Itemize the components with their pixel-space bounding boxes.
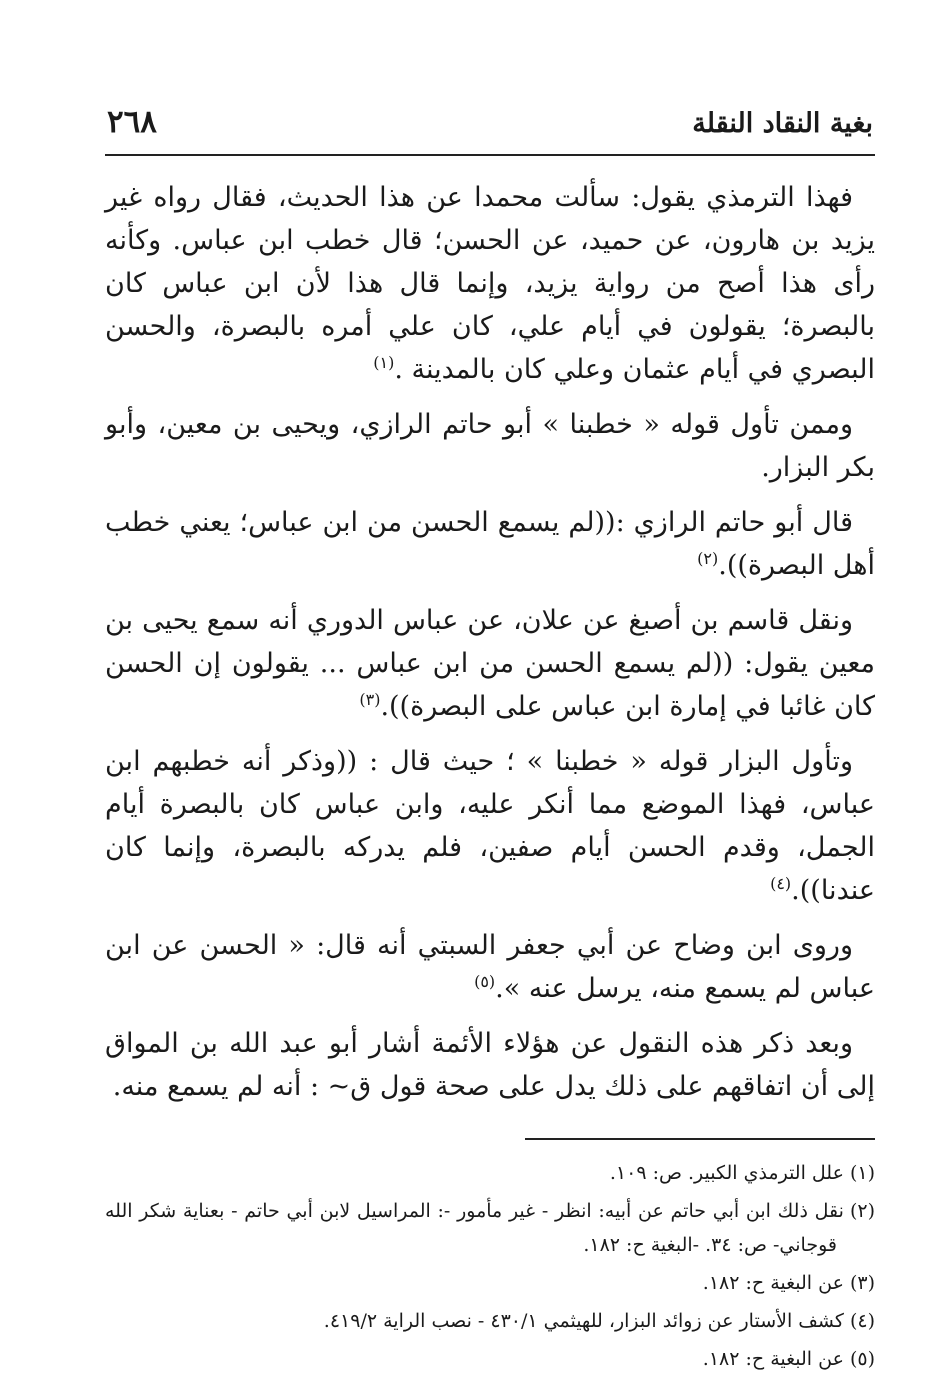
paragraph: فهذا الترمذي يقول: سألت محمدا عن هذا الحديث، فقال رواه غير يزيد بن هارون، عن حميد، عن الحسن؛ قال خطب ابن عباس. وكأنه رأى هذا أصح من رواية يزيد، وإنما قال هذا لأن ابن عباس كان بالبصرة؛ يقولون في أيام علي، كان علي أمره بالبصرة، والحسن البصري في أيام عثمان وعلي كان بالمدينة .$^{(١)}$ — [105, 182, 875, 385]
footnote: (٢)نقل ذلك ابن أبي حاتم عن أبيه: انظر - غير مأمور -: المراسيل لابن أبي حاتم - بعناية شكر الله قوجاني- ص: ٣٤. -البغية ح: ١٨٢. — [105, 1200, 875, 1256]
footnotes — [105, 1156, 875, 1376]
paragraph: وممن تأول قوله « خطبنا » أبو حاتم الرازي، ويحيى بن معين، وأبو بكر البزار. — [105, 409, 875, 483]
footnote-ref: (٥) — [474, 972, 496, 991]
footnote-ref: (٢) — [697, 549, 719, 568]
footnote: (٤)كشف الأستار عن زوائد البزار، للهيثمي ٤٣٠/١ - نصب الراية ٤١٩/٢. — [323, 1310, 875, 1332]
footnote-number: (٤) — [849, 1310, 875, 1332]
running-header — [105, 100, 875, 144]
footnote: (٣)عن البغية ح: ١٨٢. — [702, 1272, 875, 1294]
header-rule — [105, 154, 875, 156]
paragraph: وتأول البزار قوله « خطبنا » ؛ حيث قال : ((وذكر أنه خطبهم ابن عباس، فهذا الموضع مما أنكر عليه، وابن عباس كان بالبصرة أيام الجمل، وقدم الحسن أيام صفين، فلم يدركه بالبصرة، وإنما كان عندنا)).$^{(٤)}$ — [105, 746, 875, 906]
footnote: (٥)عن البغية ح: ١٨٢. — [702, 1348, 875, 1370]
paragraph: قال أبو حاتم الرازي :((لم يسمع الحسن من ابن عباس؛ يعني خطب أهل البصرة)).$^{(٢)}$ — [105, 507, 875, 581]
footnote-number: (١) — [849, 1162, 875, 1184]
book-title: بغية النقاد النقلة — [692, 108, 873, 139]
book-page — [105, 100, 875, 1380]
footnote-number: (٢) — [849, 1200, 875, 1222]
footnote-rule — [525, 1138, 875, 1140]
paragraph: ونقل قاسم بن أصبغ عن علان، عن عباس الدوري أنه سمع يحيى بن معين يقول: ((لم يسمع الحسن من ابن عباس ... يقولون إن الحسن كان غائبا في إمارة ابن عباس على البصرة)).$^{(٣)}$ — [105, 605, 875, 722]
footnote-ref: (١) — [373, 353, 395, 372]
footnote-ref: (٤) — [770, 874, 792, 893]
footnote-ref: (٣) — [359, 690, 381, 709]
paragraph: وبعد ذكر هذه النقول عن هؤلاء الأئمة أشار أبو عبد الله بن المواق إلى أن اتفاقهم على ذلك يدل على صحة قول ق~ : أنه لم يسمع منه. — [105, 1028, 875, 1102]
footnote-number: (٥) — [849, 1348, 875, 1370]
body-text — [105, 176, 875, 1108]
footnote: (١)علل الترمذي الكبير. ص: ١٠٩. — [609, 1162, 875, 1184]
page-number: ٢٦٨ — [107, 104, 157, 140]
paragraph: وروى ابن وضاح عن أبي جعفر السبتي أنه قال: « الحسن عن ابن عباس لم يسمع منه، يرسل عنه ».$^{(٥)}$ — [105, 930, 875, 1004]
footnote-number: (٣) — [849, 1272, 875, 1294]
